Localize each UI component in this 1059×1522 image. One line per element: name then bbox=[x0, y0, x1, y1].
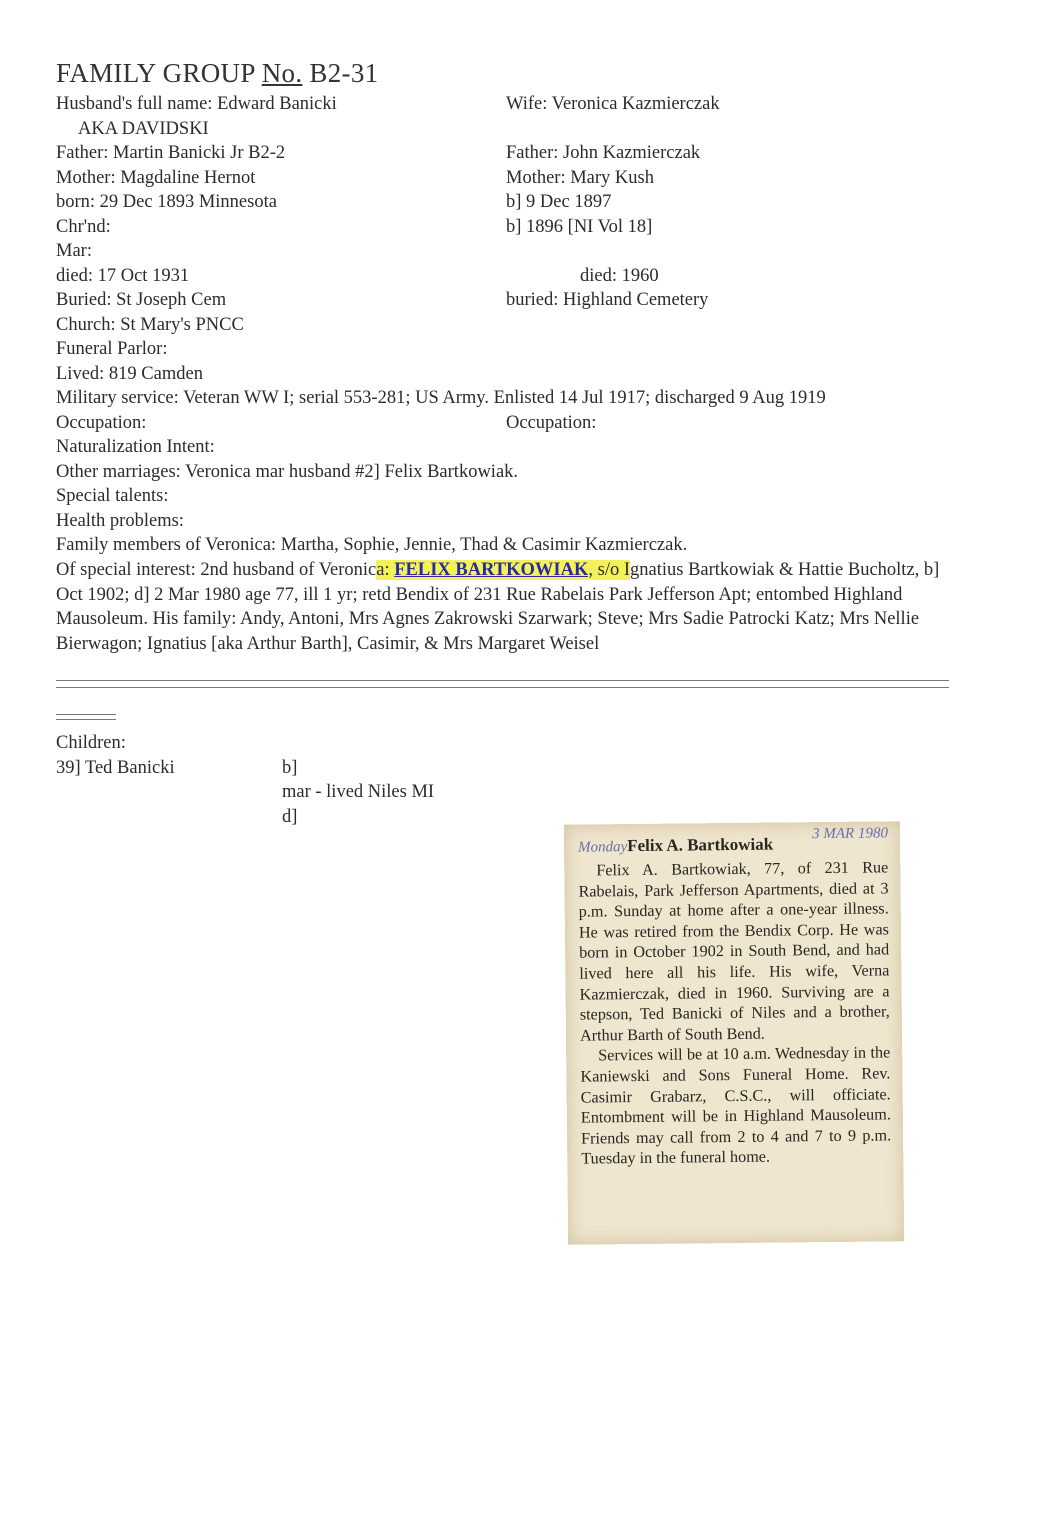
special-interest-post: gnatius Bartkowiak & Hattie Bucholtz, b] Oct 1902; d] 2 Mar 1980 age 77, ill 1 yr; retd Bendix of 231 Rue Rabelais Park Jefferson Apt; entombed Highland Mausoleum. His family: Andy, Antoni, Mrs Agnes Zakrowski Szarwark; Steve; Mrs Sadie Patrocki Katz; Mrs Nellie Bierwagon; Ignatius [aka Arthur Barth], Casimir, & Mrs Margaret Weisel bbox=[56, 560, 940, 654]
husband-father: Father: Martin Banicki Jr B2-2 bbox=[56, 143, 286, 163]
other-marriages: Other marriages: Veronica mar husband #2] Felix Bartkowiak. bbox=[56, 462, 519, 482]
funeral-parlor: Funeral Parlor: bbox=[56, 339, 168, 359]
highlighted-name: FELIX BARTKOWIAK bbox=[394, 560, 589, 580]
child-name: 39] Ted Banicki bbox=[56, 758, 175, 778]
handwritten-day: Monday bbox=[577, 839, 628, 856]
lived: Lived: 819 Camden bbox=[56, 364, 203, 384]
special-talents: Special talents: bbox=[56, 486, 169, 506]
special-interest-pre: Of special interest: 2nd husband of Veronic bbox=[56, 560, 377, 580]
family-members: Family members of Veronica: Martha, Sophie, Jennie, Thad & Casimir Kazmierczak. bbox=[56, 535, 688, 555]
wife-occupation: Occupation: bbox=[506, 413, 597, 433]
military-service: Military service: Veteran WW I; serial 553-281; US Army. Enlisted 14 Jul 1917; discharged 9 Aug 1919 bbox=[56, 388, 826, 408]
clipping-paragraph-2: Services will be at 10 a.m. Wednesday in the Kaniewski and Sons Funeral Home. Rev. Casimir Grabarz, C.S.C., will officiate. Entombment will be in Highland Mausoleum. Friends may call from 2 to 4 and 7 to 9 p.m. Tuesday in the funeral home. bbox=[580, 1043, 892, 1168]
child-born: b] bbox=[282, 758, 298, 778]
title-id: B2-31 bbox=[302, 58, 379, 88]
title-prefix: FAMILY GROUP bbox=[56, 58, 262, 88]
obituary-clipping bbox=[564, 821, 904, 1244]
wife-born: b] 9 Dec 1897 bbox=[506, 192, 612, 212]
husband-mother: Mother: Magdaline Hernot bbox=[56, 168, 256, 188]
page-title bbox=[56, 58, 378, 89]
special-interest bbox=[56, 558, 956, 656]
clipping-paragraph-1: Felix A. Bartkowiak, 77, of 231 Rue Rabelais, Park Jefferson Apartments, died at 3 p.m. Sunday at home after a one-year illness. He was retired from the Bendix Corp. He was born in October 1902 in South Bend, and had lived here all his life. His wife, Verna Kazmierczak, died in 1960. Surviving are a stepson, Ted Banicki of Niles and a brother, Arthur Barth of South Bend. bbox=[578, 858, 890, 1045]
wife-died: died: 1960 bbox=[580, 266, 659, 286]
children-heading: Children: bbox=[56, 733, 126, 753]
clipping-body bbox=[578, 857, 891, 1169]
husband-christened: Chr'nd: bbox=[56, 217, 111, 237]
handwritten-date: 3 MAR 1980 bbox=[812, 825, 889, 843]
church: Church: St Mary's PNCC bbox=[56, 315, 244, 335]
husband-buried: Buried: St Joseph Cem bbox=[56, 290, 227, 310]
husband-name: Husband's full name: Edward Banicki bbox=[56, 94, 337, 114]
separator-rule bbox=[56, 680, 949, 688]
clipping-headline bbox=[578, 835, 773, 857]
wife-father: Father: John Kazmierczak bbox=[506, 143, 701, 163]
wife-buried: buried: Highland Cemetery bbox=[506, 290, 709, 310]
husband-aka: AKA DAVIDSKI bbox=[78, 119, 209, 139]
highlight-so: , s/o I bbox=[588, 560, 631, 580]
title-no: No. bbox=[261, 58, 303, 88]
health-problems: Health problems: bbox=[56, 511, 184, 531]
husband-died: died: 17 Oct 1931 bbox=[56, 266, 190, 286]
wife-mother: Mother: Mary Kush bbox=[506, 168, 654, 188]
child-died: d] bbox=[282, 807, 298, 827]
wife-name: Wife: Veronica Kazmierczak bbox=[506, 94, 720, 114]
naturalization-intent: Naturalization Intent: bbox=[56, 437, 215, 457]
headline-text: Felix A. Bartkowiak bbox=[627, 834, 774, 856]
marriage: Mar: bbox=[56, 241, 92, 261]
separator-rule-short bbox=[56, 714, 116, 720]
husband-born: born: 29 Dec 1893 Minnesota bbox=[56, 192, 277, 212]
wife-born-alt: b] 1896 [NI Vol 18] bbox=[506, 217, 653, 237]
highlight-a: a: bbox=[376, 560, 395, 580]
husband-occupation: Occupation: bbox=[56, 413, 147, 433]
child-marriage: mar - lived Niles MI bbox=[282, 782, 435, 802]
